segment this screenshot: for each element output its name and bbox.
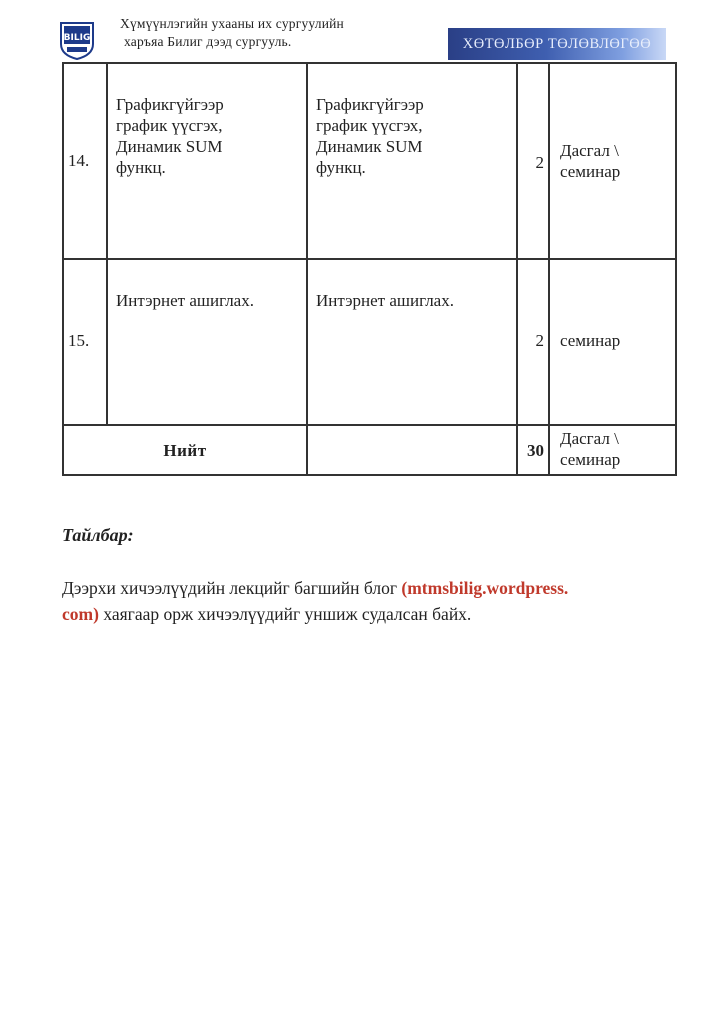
total-hours-cell: 30 <box>517 425 549 475</box>
content-line: Динамик SUM <box>316 137 423 156</box>
blog-link[interactable]: (mtmsbilig.wordpress. <box>401 578 569 598</box>
hours-cell: 2 <box>517 259 549 425</box>
content-line: Интэрнет ашиглах. <box>316 291 454 310</box>
hours-cell: 2 <box>517 63 549 259</box>
institution-name <box>120 15 344 51</box>
note-title: Тайлбар: <box>62 525 134 545</box>
topic-cell <box>107 259 307 425</box>
total-empty-cell <box>307 425 517 475</box>
svg-text:BILIG: BILIG <box>63 33 91 43</box>
institution-line-1: Хүмүүнлэгийн ухааны их сургуулийн <box>120 16 344 31</box>
content-cell <box>307 63 517 259</box>
topic-line: график үүсгэх, <box>116 116 223 135</box>
topic-line: Интэрнет ашиглах. <box>116 291 254 310</box>
type-line: Дасгал \ <box>560 141 619 160</box>
table-row <box>63 259 676 425</box>
page-header <box>0 0 728 64</box>
total-label-cell: Нийт <box>63 425 307 475</box>
topic-line: Графикгүйгээр <box>116 95 224 114</box>
note-body <box>62 575 674 627</box>
content-line: Графикгүйгээр <box>316 95 424 114</box>
lesson-type-cell <box>549 63 676 259</box>
row-number: 14. <box>63 63 107 259</box>
lesson-type-cell <box>549 259 676 425</box>
institution-line-2: харъяа Билиг дээд сургууль. <box>124 34 292 49</box>
note-text-after: хаягаар орж хичээлүүдийг уншиж судалсан байх. <box>98 604 472 624</box>
content-cell <box>307 259 517 425</box>
total-type-cell <box>549 425 676 475</box>
note-text-before: Дээрхи хичээлүүдийн лекцийг багшийн блог <box>62 578 402 598</box>
curriculum-table <box>62 62 677 476</box>
type-line: семинар <box>560 450 621 469</box>
total-row <box>63 425 676 475</box>
program-plan-banner: ХӨТӨЛБӨР ТӨЛӨВЛӨГӨӨ <box>448 28 666 60</box>
type-line: семинар <box>560 162 621 181</box>
topic-cell <box>107 63 307 259</box>
topic-line: Динамик SUM <box>116 137 223 156</box>
content-line: график үүсгэх, <box>316 116 423 135</box>
topic-line: функц. <box>116 158 166 177</box>
type-line: семинар <box>560 331 621 350</box>
row-number: 15. <box>63 259 107 425</box>
bilig-logo-icon <box>58 20 96 60</box>
content-line: функц. <box>316 158 366 177</box>
type-line: Дасгал \ <box>560 429 619 448</box>
table-row <box>63 63 676 259</box>
blog-link-continued[interactable]: com) <box>62 604 99 624</box>
